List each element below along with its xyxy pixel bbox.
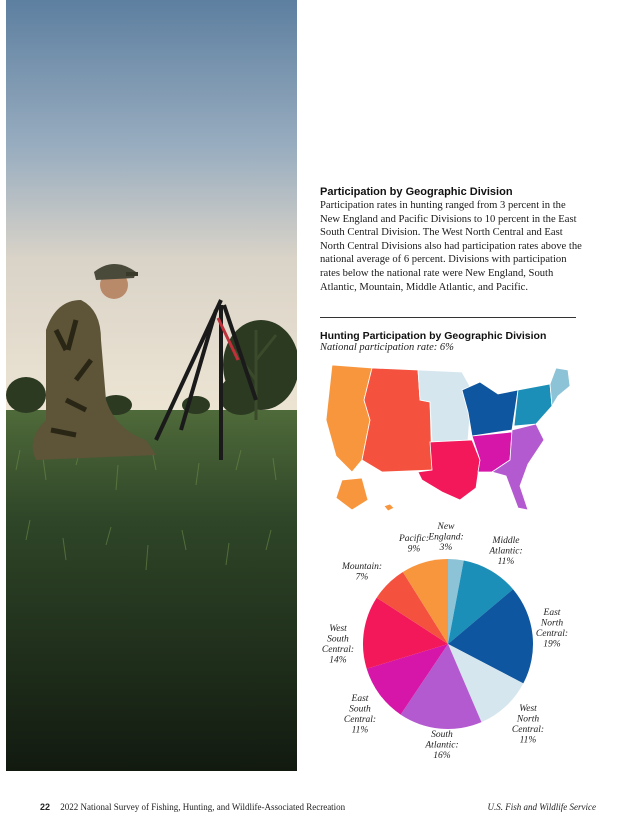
section-title: Participation by Geographic Division — [320, 186, 513, 198]
pie-label-west-north-central: West North Central: 11% — [511, 704, 545, 746]
publication-title: 2022 National Survey of Fishing, Hunting, and Wildlife-Associated Recreation — [60, 802, 346, 812]
section-body: Participation rates in hunting ranged from 3 percent in the New England and Pacific Divisions to 10 percent in the East South Central Division. The West North Central and East North Central Divisions also had participation rates above the national average of 6 percent. Divisions with participation rates below the national rate were New England, South Atlantic, Mountain, Middle Atlantic, and Pacific. — [320, 200, 582, 293]
division-pie-chart — [310, 515, 600, 770]
us-division-map — [322, 360, 574, 516]
map-new-england — [550, 368, 570, 406]
map-east-north-central — [462, 382, 518, 436]
chart-subtitle: National participation rate: 6% — [320, 342, 454, 353]
map-hawaii — [384, 504, 394, 511]
divider — [320, 317, 576, 318]
pie-label-mountain: Mountain: 7% — [341, 562, 383, 583]
chart-title: Hunting Participation by Geographic Division — [320, 330, 547, 342]
pie-label-new-england: New England: 3% — [428, 522, 464, 553]
pie-label-middle-atlantic: Middle Atlantic: 11% — [489, 536, 523, 567]
pie-label-east-south-central: East South Central: 11% — [343, 694, 377, 736]
map-alaska — [336, 478, 368, 510]
pie-label-pacific: Pacific: 9% — [398, 534, 430, 555]
pie-label-west-south-central: West South Central: 14% — [321, 624, 355, 666]
pie-label-east-north-central: East North Central: 19% — [535, 608, 569, 650]
pie-label-south-atlantic: South Atlantic: 16% — [425, 730, 459, 761]
page-number: 22 — [40, 802, 51, 812]
hunter-photo — [6, 0, 297, 771]
map-middle-atlantic — [514, 384, 552, 426]
page-footer — [40, 802, 596, 812]
agency-name: U.S. Fish and Wildlife Service — [487, 802, 596, 812]
